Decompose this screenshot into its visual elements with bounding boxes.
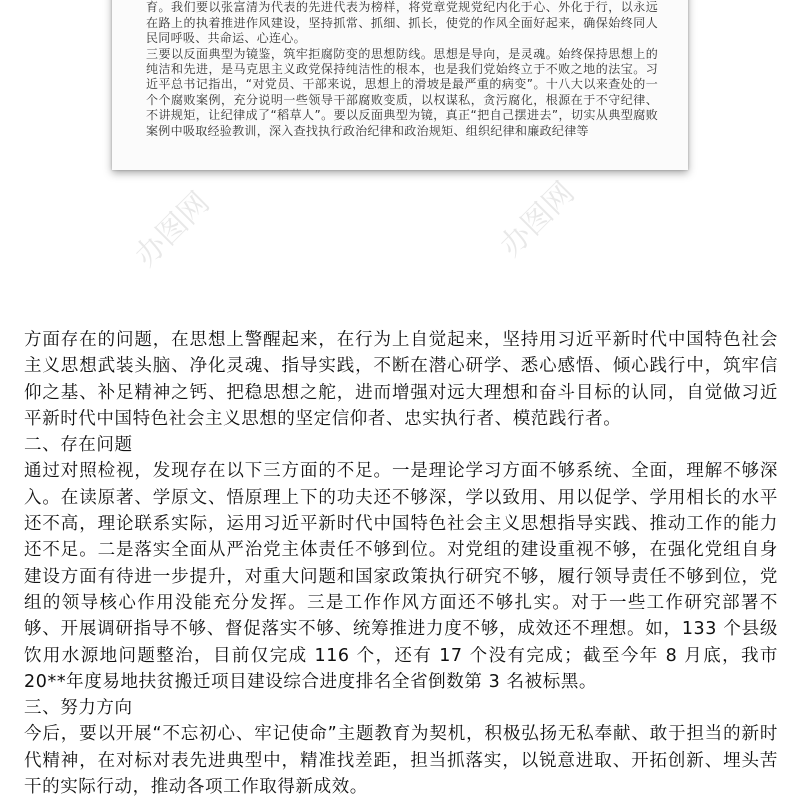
body-paragraph: 通过对照检视，发现存在以下三方面的不足。一是理论学习方面不够系统、全面，理解不够深入。在读原著、学原文、悟原理上下的功夫还不够深，学以致用、用以促学、学用相长的水平还不高，理论联系实际，运用习近平新时代中国特色社会主义思想指导实践、推动工作的能力还不足。二是落实全面从严治党主体责任不够到位。对党组的建设重视不够，在强化党组自身建设方面有待进一步提升，对重大问题和国家政策执行研究不够，履行领导责任不够到位，党组的领导核心作用没能充分发挥。三是工作作风方面还不够扎实。对于一些工作研究部署不够、开展调研指导不够、督促落实不够、统筹推进力度不够，成效还不理想。如，133 个县级饮用水源地问题整治，目前仅完成 116 个，还有 17 个没有完成；截至今年 8 月底，我市 20**年度易地扶贫搬迁项目建设综合进度排名全省倒数第 3 名被标黑。 bbox=[24, 461, 778, 692]
section-heading: 三、努力方向 bbox=[24, 698, 133, 719]
preview-paragraph: 三要以反面典型为镜鉴，筑牢拒腐防变的思想防线。思想是导向，是灵魂。始终保持思想上的纯洁和先进，是马克思主义政党保持纯洁性的根本，也是我们党始终立于不败之地的法宝。习近平总书记指出，“对党员、干部来说，思想上的滑坡是最严重的病变”。十八大以来查处的一个个腐败案例，充分说明一些领导干部腐败变质，以权谋私，贪污腐化，根源在于不守纪律、不讲规矩，让纪律成了“稻草人”。要以反面典型为镜，真正“把自己摆进去”，切实从典型腐败案例中吸取经验教训，深入查找执行政治纪律和政治规矩、组织纪律和廉政纪律等 bbox=[146, 46, 658, 138]
watermark-text: 办图网 bbox=[493, 175, 582, 264]
watermark-text: 办图网 bbox=[128, 185, 217, 274]
preview-area bbox=[0, 0, 800, 305]
section-heading: 二、存在问题 bbox=[24, 435, 133, 456]
body-paragraph: 方面存在的问题，在思想上警醒起来，在行为上自觉起来，坚持用习近平新时代中国特色社会主义思想武装头脑、净化灵魂、指导实践，不断在潜心研学、悉心感悟、倾心践行中，筑牢信仰之基、补足精神之钙、把稳思想之舵，进而增强对远大理想和奋斗目标的认同，自觉做习近平新时代中国特色社会主义思想的坚定信仰者、忠实执行者、模范践行者。 bbox=[24, 330, 778, 429]
body-paragraph: 今后，要以开展“不忘初心、牢记使命”主题教育为契机，积极弘扬无私奉献、敢于担当的新时代精神，在对标对表先进典型中，精准找差距，担当抓落实，以锐意进取、开拓创新、埋头苦干的实际行动，推动各项工作取得新成效。 bbox=[24, 724, 778, 798]
preview-paragraph: 育。我们要以张富清为代表的先进代表为榜样，将党章党规党纪内化于心、外化于行，以永远在路上的执着推进作风建设，坚持抓常、抓细、抓长，使党的作风全面好起来，确保始终同人民同呼吸、共命运、心连心。 bbox=[146, 0, 658, 46]
document-preview-card bbox=[112, 0, 688, 170]
document-body bbox=[24, 327, 778, 800]
preview-text bbox=[146, 0, 658, 139]
